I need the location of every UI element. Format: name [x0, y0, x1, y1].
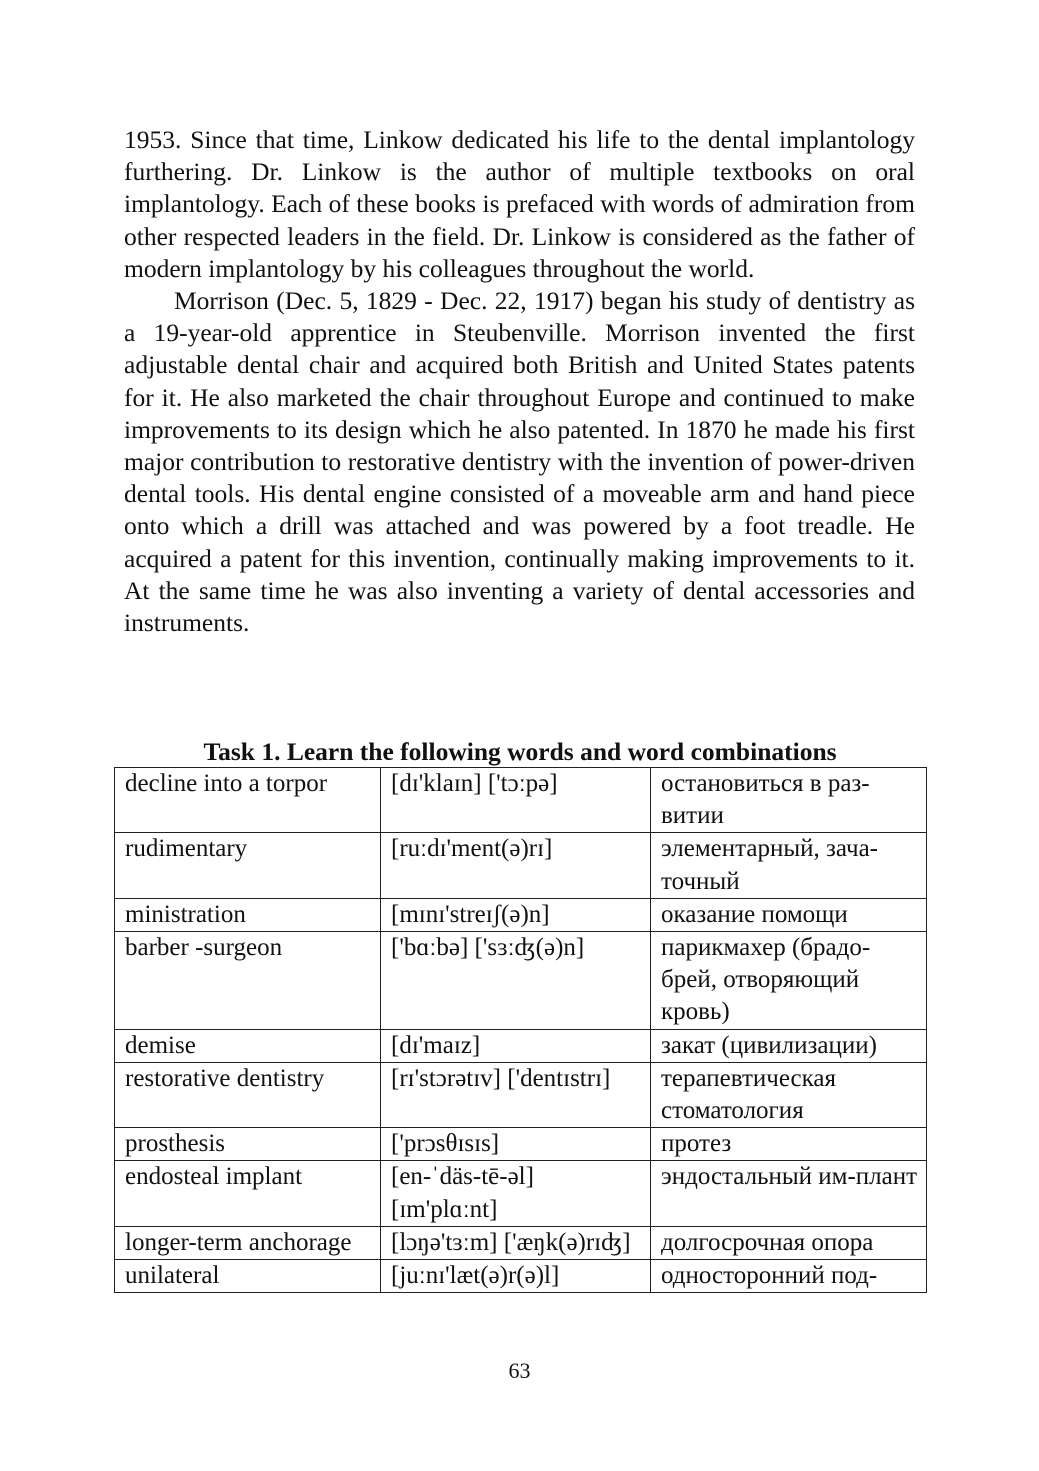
term-cell: restorative dentistry: [115, 1062, 381, 1127]
translation-cell: остановиться в раз-витии: [651, 768, 927, 833]
table-row: [115, 1029, 927, 1062]
term-cell: rudimentary: [115, 833, 381, 898]
table-row: [115, 1062, 927, 1127]
transcription-cell: [rɪ'stɔrətɪv] ['dentɪstrɪ]: [381, 1062, 651, 1127]
table-row: [115, 1260, 927, 1293]
transcription-cell: ['bɑːbə] ['sɜːʤ(ə)n]: [381, 932, 651, 1030]
task-title: Task 1. Learn the following words and word combinations: [203, 737, 837, 766]
term-cell: longer-term anchorage: [115, 1226, 381, 1259]
table-row: [115, 1161, 927, 1226]
table-row: [115, 768, 927, 833]
term-cell: barber -surgeon: [115, 932, 381, 1030]
term-cell: ministration: [115, 898, 381, 931]
transcription-cell: [dɪ'maɪz]: [381, 1029, 651, 1062]
page-number: 63: [508, 1358, 531, 1383]
table-row: [115, 932, 927, 1030]
transcription-cell: [lɔŋə'tɜːm] ['æŋk(ə)rɪʤ]: [381, 1226, 651, 1259]
transcription-cell: [dɪ'klaɪn] ['tɔːpə]: [381, 768, 651, 833]
term-cell: prosthesis: [115, 1128, 381, 1161]
translation-cell: парикмахер (брадо-брей, отворяющий кровь): [651, 932, 927, 1030]
term-cell: unilateral: [115, 1260, 381, 1293]
transcription-cell: ['prɔsθɪsɪs]: [381, 1128, 651, 1161]
transcription-cell: [mɪnɪ'streɪʃ(ə)n]: [381, 898, 651, 931]
table-row: [115, 1128, 927, 1161]
transcription-cell: [ruːdɪ'ment(ə)rɪ]: [381, 833, 651, 898]
body-text: [124, 124, 915, 639]
translation-cell: терапевтическая стоматология: [651, 1062, 927, 1127]
table-row: [115, 898, 927, 931]
translation-cell: закат (цивилизации): [651, 1029, 927, 1062]
table-row: [115, 1226, 927, 1259]
translation-cell: долгосрочная опора: [651, 1226, 927, 1259]
transcription-cell: [en-ˈdäs-tē-əl] [ɪm'plɑːnt]: [381, 1161, 651, 1226]
translation-cell: эндостальный им-плант: [651, 1161, 927, 1226]
translation-cell: элементарный, зача-точный: [651, 833, 927, 898]
translation-cell: односторонний под-: [651, 1260, 927, 1293]
translation-cell: протез: [651, 1128, 927, 1161]
paragraph-morrison: Morrison (Dec. 5, 1829 - Dec. 22, 1917) began his study of dentistry as a 19-year-old apprentice in Steubenville. Morrison invented the first adjustable dental chair and acquired both British and United States patents for it. He also marketed the chair throughout Europe and continued to make improvements to its design which he also patented. In 1870 he made his first major contribution to restorative dentistry with the invention of power-driven dental tools. His dental engine consisted of a moveable arm and hand piece onto which a drill was attached and was powered by a foot treadle. He acquired a patent for this invention, continually making improvements to it. At the same time he was also inventing a variety of dental accessories and instruments.: [124, 286, 915, 638]
translation-cell: оказание помощи: [651, 898, 927, 931]
table-row: [115, 833, 927, 898]
transcription-cell: [juːnɪ'læt(ə)r(ə)l]: [381, 1260, 651, 1293]
vocabulary-table: [114, 767, 927, 1293]
paragraph-linkow: 1953. Since that time, Linkow dedicated his life to the dental implantology furthering. Dr. Linkow is the author of multiple textbooks on oral implantology. Each of these books is prefaced with words of admiration from other respected leaders in the field. Dr. Linkow is considered as the father of modern implantology by his colleagues throughout the world.: [124, 125, 915, 283]
term-cell: endosteal implant: [115, 1161, 381, 1226]
term-cell: demise: [115, 1029, 381, 1062]
term-cell: decline into a torpor: [115, 768, 381, 833]
